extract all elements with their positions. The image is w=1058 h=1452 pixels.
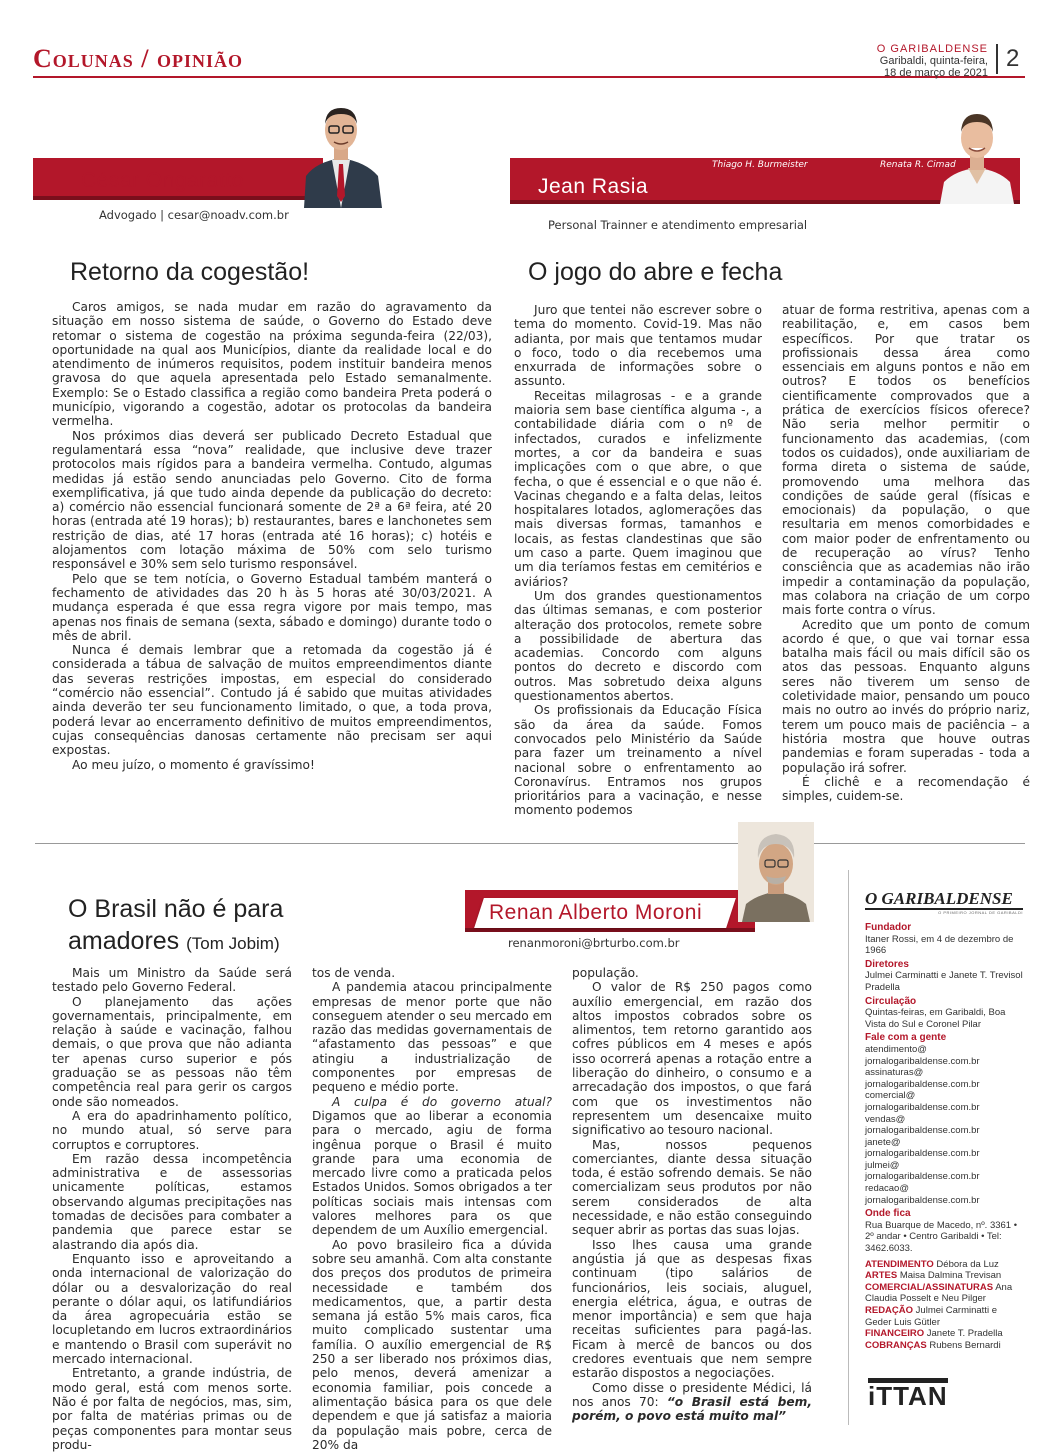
contact-email[interactable]: comercial@ (865, 1090, 916, 1102)
contact-email[interactable]: assinaturas@ (865, 1067, 924, 1079)
masthead (877, 43, 988, 79)
address-text: Rua Buarque de Macedo, nº. 3361 • 2º andar • Centro Garibaldi • Tel: 3462.6033. (865, 1219, 1018, 1255)
paragraph-text: Digamos que ao liberar a economia para o mercado, agiu de forma ingênua porque o Brasil é muito grande para uma economia de mercado livre como a praticada pelos Estados Unidos. Somos obrigados a ter políticas sociais mais intensas com valores melhores para os que dependem de um Auxílio emergencial. (312, 1108, 552, 1238)
staff-name: Ana Claudia Posselt e Neu Pilger (865, 1281, 1013, 1305)
fundador-text: Itaner Rossi, em 4 de dezembro de 1966 (865, 933, 1014, 957)
paragraph: Os profissionais da Educação Física são da área da saúde. Fomos convocados pelo Ministério da Saúde para fazer um treinamento a nível nacional sobre o enfrentamento ao Coronavírus. Entramos nos grupos prioritários para a vacinação, e nesse momento podemos (514, 703, 762, 818)
publication-logo: O GARIBALDENSE (865, 890, 1023, 910)
paragraph: Enquanto isso e aproveitando a onda internacional de valorização do dólar ou a desvalorização do real perante o dólar aqui, os latifundiários da área agropecuária estão se locupletando em lucros extraordinários e mantendo o Brasil com superávit no mercado internacional. (52, 1251, 292, 1367)
contact-email[interactable]: jornalogaribaldense.com.br (865, 1194, 980, 1206)
staff-name: Julmei Carminatti e Geder Luis Gütler (865, 1305, 997, 1328)
paragraph: Mas, nossos pequenos comerciantes, diante dessa situação toda, é estão sofrendo demais. Se não comercializam seus produtos por não serem considerados de alta necessidade, e não estão conseguindo sequer abrir as portas das suas lojas. (572, 1137, 812, 1238)
headline-article-3 (68, 893, 283, 960)
staff-name: Rubens Bernardi (926, 1339, 1001, 1351)
contact-heading: Fale com a gente (865, 1032, 947, 1044)
author-role: Personal Trainner e atendimento empresarial (548, 218, 808, 232)
article-2-col-1 (514, 303, 762, 818)
author-banner-moroni (465, 890, 755, 940)
staff-line (865, 1270, 1023, 1282)
staff-role: ATENDIMENTO (865, 1258, 934, 1270)
page-number: 2 (996, 44, 1024, 74)
section-title: Colunas / opinião (33, 44, 244, 73)
paragraph: Em razão dessa incompetência administrativa e de assessorias unicamente políticas, estamos observando algumas precipitações nas tomadas de decisões para combater a pandemia que parece estar se alastrando dia após dia. (52, 1151, 292, 1252)
paragraph: A era do apadrinhamento político, no mundo atual, só serve para corruptos e corruptores. (52, 1108, 292, 1152)
author-name: Jean Rasia (538, 175, 649, 198)
circulacao-text: Quintas-feiras, em Garibaldi, Boa Vista do Sul e Coronel Pilar (865, 1007, 1006, 1030)
staff-line (865, 1305, 1023, 1328)
publication-slogan: O PRIMEIRO JORNAL DE GARIBALDI (938, 910, 1023, 915)
paragraph-text: Como disse o presidente Médici, lá nos anos 70: (572, 1380, 812, 1409)
column-rule (848, 870, 849, 1425)
contact-email[interactable]: atendimento@ (865, 1043, 927, 1055)
printer-logo: iTTAN (868, 1378, 948, 1409)
author-banner-ongaratto (33, 158, 323, 208)
staff-role: ARTES (865, 1270, 898, 1282)
paragraph: Ao povo brasileiro fica a dúvida sobre seu amanhã. Com alta constante dos preços dos produtos de primeira necessidade e também dos medicamentos, que, a partir desta semana já estão 5% mais caros, fica muito complicado sustentar uma família. O auxílio emergencial de R$ 250 a ser liberado nos próximos dias, pelo menos, deverá amenizar a economia familiar, pois concede a alimentação básica para os que dele dependem e que já satisfaz a maioria da população mais pobre, cerca de 20% da (312, 1237, 552, 1452)
diretores-text: Julmei Carminatti e Janete T. Trevisol Pradella (865, 970, 1023, 993)
contact-email[interactable]: redacao@ (865, 1183, 909, 1195)
paragraph: Acredito que um ponto de comum acordo é que, o que vai tornar essa batalha mais fácil ou mais difícil são os atos das pessoas. Enquanto alguns seres não tiverem um senso de coletividade maior, pensando um pouco mais no outro ao invés do próprio nariz, terem um pouco mais de paciência – a história mostra que houve outras pandemias e foram superadas - toda a população irá sofrer. (782, 617, 1030, 775)
paragraph: população. (572, 966, 639, 980)
author-photo-rasia (938, 100, 1016, 204)
author-name: Renan Alberto Moroni (489, 901, 703, 924)
paragraph: atuar de forma restritiva, apenas com a reabilitação, e, em casos bem específicos. Por que tratar os profissionais dessa área como essenciais em alguns pontos e não em outros? E todos os benefícios cientificamente comprovados que a prática de exercícios físicos oferece? Não seria melhor permitir o funcionamento das academias, (com todos os cuidados), onde auxiliariam de forma direta o sistema de saúde, promovendo uma melhora das condições de saúde geral (físicas e emocionais) da população, o que resultaria em menos comorbidades e com maior poder de enfrentamento ou de recuperação ao vírus? Tenho consciência que as academias não irão impedir a contaminação da população, mas colabora na criação de um corpo mais forte contra o vírus. (782, 303, 1030, 618)
headline-line-1: O Brasil não é para (68, 895, 284, 923)
contact-email[interactable]: jornalogaribaldense.com.br (865, 1055, 980, 1067)
paragraph: Nunca é demais lembrar que a retomada da cogestão já é considerada a tábua de salvação de muitos empreendimentos diante das severas restrições impostas, em especial do considerado “comércio não essencial”. Contudo já é sabido que muitas atividades ainda deverão ter seu funcionamento limitado, o que, a toda prova, poderá levar ao encerramento definitivo de muitos empreendimentos, cujas consequências danosas certamente não precisam ser aqui expostas. (52, 643, 492, 758)
contact-email[interactable]: jornalogaribaldense.com.br (865, 1125, 980, 1137)
staff-role: COMERCIAL/ASSINATURAS (865, 1281, 994, 1293)
author-photo-ongaratto (296, 96, 386, 208)
headline-line-2 (68, 925, 283, 960)
staff-line (865, 1340, 1023, 1352)
address-heading: Onde fica (865, 1208, 911, 1220)
contact-email[interactable]: jornalogaribaldense.com.br (865, 1148, 980, 1160)
staff-line (865, 1259, 1023, 1271)
contact-email[interactable]: jornalogaribaldense.com.br (865, 1171, 980, 1183)
paragraph: Nos próximos dias deverá ser publicado Decreto Estadual que regulamentará essa “nova” realidade, que inclusive deve trazer protocolos mais rígidos para a bandeira vermelha. Contudo, algumas medidas já estão sendo anunciadas pelo Governo. Cito de forma exemplificativa, já que tudo ainda depende da publicação do decreto: a) comércio não essencial funcionará somente de 2ª a 6ª feira, até 20 horas (entrada até 19 horas); b) restaurantes, bares e lanchonetes sem restrição de dias, até 17 horas (entrada até 16 horas); c) hotéis e alojamentos com lotação máxima de 50% com selo turismo responsável e 30% sem selo turismo responsável. (52, 428, 492, 572)
headline-article-1: Retorno da cogestão! (70, 258, 310, 286)
staff-role: COBRANÇAS (865, 1339, 927, 1351)
author-name: César Ongaratto (81, 169, 244, 192)
paragraph: Um dos grandes questionamentos das últimas semanas, e com posterior alteração dos protocolos, remete sobre a possibilidade de abertura das academias. Concordo com alguns pontos do decreto e discordo com outros. Mas sobretudo deixa alguns questionamentos abertos. (514, 588, 762, 704)
expediente-box (865, 890, 1023, 1353)
contact-email[interactable]: janete@ (865, 1136, 901, 1148)
article-2-col-2 (782, 303, 1030, 803)
staff-name: Débora da Luz (933, 1258, 999, 1270)
photo-credit-2: Renata R. Cimad (880, 160, 956, 170)
diretores-heading: Diretores (865, 958, 909, 970)
contact-email[interactable]: jornalogaribaldense.com.br (865, 1078, 980, 1090)
author-photo-moroni (738, 822, 814, 922)
author-email: renanmoroni@brturbo.com.br (508, 936, 680, 950)
section-divider (35, 843, 1025, 844)
paragraph: Ao meu juízo, o momento é gravíssimo! (72, 757, 315, 772)
paragraph: A pandemia atacou principalmente empresas de menor porte que não conseguem atender o seu mercado em razão das medidas governamentais de “afastamento das pessoas” e que atingiu a industrialização de componentes por empresas de pequeno e médio porte. (312, 980, 552, 1095)
headline-note: (Tom Jobim) (186, 934, 280, 953)
article-1-body (52, 300, 492, 772)
paragraph: O planejamento das ações governamentais, principalmente, em relação à saúde e vacinação, falhou demais, o que prova que não adianta ter apenas curso superior e pós graduação se as pessoas não têm competência real para gerir os cargos onde são nomeados. (52, 994, 292, 1109)
paragraph: O valor de R$ 250 pagos como auxílio emergencial, em razão dos altos impostos cobrados sobre os alimentos, tem retorno garantido aos cofres públicos em 4 meses e após isso ocorrerá apenas a rotação entre a liberação do dinheiro, o consumo e a arrecadação dos impostos, o que fará com que os investimentos não representem um desencaixe muito significativo ao tesouro nacional. (572, 980, 812, 1138)
article-3-col-2 (312, 966, 552, 1452)
staff-name: Janete T. Pradella (924, 1328, 1003, 1340)
article-3-col-1 (52, 966, 292, 1452)
paragraph (572, 1381, 812, 1424)
photo-credit-1: Thiago H. Burmeister (712, 160, 808, 170)
contact-email[interactable]: vendas@ (865, 1113, 906, 1125)
contact-email[interactable]: jornalogaribaldense.com.br (865, 1101, 980, 1113)
staff-line (865, 1282, 1023, 1305)
dateline-line-2: 18 de março de 2021 (884, 67, 988, 79)
paragraph (312, 1095, 552, 1238)
paragraph: Caros amigos, se nada mudar em razão do agravamento da situação em nosso sistema de saúde, o Governo do Estado deve retomar o sistema de cogestão na próxima segunda-feira (22/03), oportunidade na qual aos Municípios, diante da realidade local e do atendimento de inúmeros requisitos, podem instituir bandeira menos gravosa do que aquela apresentada pelo Estado semanalmente. Exemplo: Se o Estado classifica a região como bandeira Preta poderá o município, vigorando a cogestão, adotar os protocolas da bandeira vermelha. (52, 300, 492, 429)
staff-name: Maisa Dalmina Trevisan (897, 1270, 1002, 1282)
author-role: Advogado | cesar@noadv.com.br (99, 208, 289, 222)
paragraph: Receitas milagrosas - e a grande maioria sem base científica alguma -, a contabilidade diária com o nº de infectados, curados e infelizmente mortes, a cor da bandeira e suas implicações com o que abre, o que fecha, o que é essencial e o que não é. Vacinas chegando e a falta delas, leitos hospitalares lotados, aglomerações das mais diversas formas, tamanhos e locais, as festas clandestinas que são um caso a parte. Quem imaginou que um dia teríamos festas em cemitérios e aviários? (514, 388, 762, 589)
headline-article-2: O jogo do abre e fecha (528, 258, 783, 286)
paragraph: tos de venda. (312, 966, 396, 980)
quote: “o Brasil está bem, porém, o povo está muito mal” (572, 1394, 812, 1424)
staff-line (865, 1328, 1023, 1340)
paragraph: Pelo que se tem notícia, o Governo Estadual também manterá o fechamento de atividades das 20 h às 5 horas até 30/03/2021. A mudança esperada é que essa regra vigore por mais tempo, mas apenas nos finais de semana (sexta, sábado e domingo) durante todo o mês de abril. (52, 571, 492, 643)
paragraph: É clichê e a recomendação é simples, cuidem-se. (782, 774, 1030, 804)
staff-role: REDAÇÃO (865, 1305, 914, 1316)
paragraph: Entretanto, a grande indústria, de modo geral, está com menos sorte. Não é por falta de negócios, mas, sim, por falta de matérias primas ou de peças componentes para montar seus produ- (52, 1366, 292, 1452)
circulacao-heading: Circulação (865, 995, 917, 1007)
article-3-col-3 (572, 966, 812, 1424)
contact-email[interactable]: julmei@ (865, 1159, 900, 1171)
publication-name: O GARIBALDENSE (876, 43, 988, 55)
paragraph: Mais um Ministro da Saúde será testado pelo Governo Federal. (52, 966, 292, 995)
paragraph: Isso lhes causa uma grande angústia já que as despesas fixas continuam (tipo salários de funcionários, leis sociais, aluguel, energia elétrica, água, e outras de menor importância) e sem que haja receitas suficientes para pagá-las. Ficam à mercê de bancos ou dos credores eventuais que nem sempre estarão dispostos a negociações. (572, 1237, 812, 1381)
dateline-line-1: Garibaldi, quinta-feira, (879, 55, 988, 67)
headline-line-2-main: amadores (68, 927, 180, 955)
paragraph: Juro que tentei não escrever sobre o tema do momento. Covid-19. Mas não adianta, por mais que tentamos mudar o foco, todo o dia recebemos uma enxurrada de informações sobre o assunto. (514, 303, 762, 389)
fundador-heading: Fundador (865, 922, 912, 933)
question: A culpa é do governo atual? (332, 1094, 552, 1109)
staff-role: FINANCEIRO (865, 1328, 925, 1340)
